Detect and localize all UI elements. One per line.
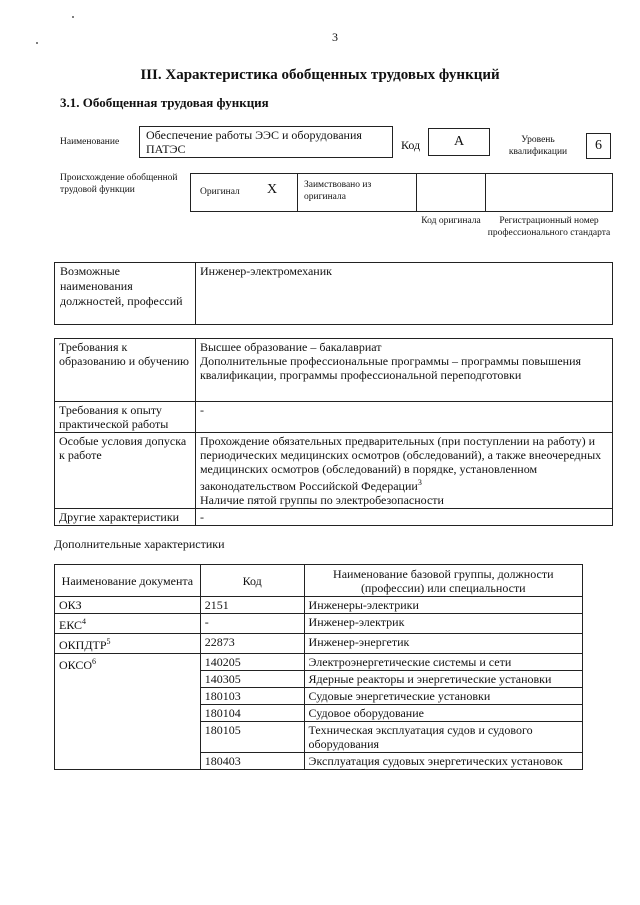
original-label: Оригинал: [200, 187, 240, 197]
requirement-line: Прохождение обязательных предварительных (при поступлении на работу) и периодических медицинских осмотров (обследований), а также внеочередных медицинских осмотров (обследований) в порядке, установленном законодательством Российской Федерации$^3$: [199, 434, 602, 493]
code-cell: 22873: [200, 634, 304, 654]
requirement-label: Особые условия допуска к работе: [55, 433, 196, 509]
original-mark: X: [267, 182, 278, 197]
requirement-value: [195, 433, 612, 509]
requirements-table: [54, 338, 613, 526]
table-row: [55, 339, 613, 402]
table-row: [55, 509, 613, 526]
footnote-ref: 5: [106, 637, 111, 646]
table-row: [55, 634, 583, 654]
code-cell: 180103: [200, 688, 304, 705]
footnote-ref: 4: [82, 617, 87, 626]
requirement-label: Требования к опыту практической работы: [55, 402, 196, 433]
name-cell: Электроэнергетические системы и сети: [304, 654, 582, 671]
requirement-line: Высшее образование – бакалавриат: [199, 340, 382, 354]
code-cell: -: [200, 614, 304, 634]
table-row: [55, 433, 613, 509]
reg-number-label: Регистрационный номер профессионального стандарта: [487, 216, 611, 238]
requirement-value: [195, 339, 612, 402]
footnote-ref: 6: [92, 657, 97, 666]
column-header: Наименование базовой группы, должности (профессии) или специальности: [304, 565, 582, 597]
requirement-value: -: [195, 509, 612, 526]
name-cell: Инженеры-электрики: [304, 597, 582, 614]
name-value: Обеспечение работы ЭЭС и оборудования ПАТЭС: [146, 128, 362, 156]
requirement-value: -: [195, 402, 612, 433]
code-cell: 180105: [200, 722, 304, 753]
table-header-row: [55, 565, 583, 597]
table-row: [55, 402, 613, 433]
name-label: Наименование: [60, 137, 120, 147]
code-label: Код: [401, 138, 421, 152]
name-cell: Инженер-электрик: [304, 614, 582, 634]
level-label: Уровень квалификации: [508, 135, 568, 157]
doc-cell: ОКСО$^6$: [55, 654, 201, 770]
requirement-label: Требования к образованию и обучению: [55, 339, 196, 402]
name-cell: Судовые энергетические установки: [304, 688, 582, 705]
code-cell: 180403: [200, 753, 304, 770]
additional-title: Дополнительные характеристики: [54, 537, 225, 551]
code-value: A: [453, 134, 465, 149]
page-number: 3: [332, 30, 338, 44]
requirement-label: Другие характеристики: [55, 509, 196, 526]
code-cell: 2151: [200, 597, 304, 614]
subsection-title: 3.1. Обобщенная трудовая функция: [60, 95, 269, 110]
column-header: Код: [200, 565, 304, 597]
name-cell: Судовое оборудование: [304, 705, 582, 722]
name-cell: Эксплуатация судовых энергетических установок: [304, 753, 582, 770]
column-header: Наименование документа: [55, 565, 201, 597]
table-row: [55, 614, 583, 634]
table-row: [55, 654, 583, 671]
table-row: [55, 597, 583, 614]
name-value-box: [139, 126, 393, 158]
name-cell: Техническая эксплуатация судов и судового оборудования: [304, 722, 582, 753]
requirement-line: Дополнительные профессиональные программы – программы повышения квалификации, программы профессиональной переподготовки: [199, 354, 582, 382]
code-cell: 180104: [200, 705, 304, 722]
code-original-label: Код оригинала: [421, 216, 481, 226]
footnote-ref: 3: [417, 478, 422, 487]
positions-value: Инженер-электромеханик: [200, 264, 332, 278]
name-cell: Ядерные реакторы и энергетические установки: [304, 671, 582, 688]
doc-cell: ОКЗ: [55, 597, 201, 614]
additional-table: [54, 564, 583, 770]
doc-cell: ЕКС$^4$: [55, 614, 201, 634]
level-value: 6: [595, 138, 602, 153]
requirement-line: Наличие пятой группы по электробезопасности: [199, 493, 444, 507]
positions-label: Возможные наименования должностей, профессий: [60, 264, 183, 308]
doc-cell: ОКПДТР$^5$: [55, 634, 201, 654]
section-title: III. Характеристика обобщенных трудовых функций: [140, 67, 500, 83]
code-value-box: [428, 128, 490, 156]
code-cell: 140305: [200, 671, 304, 688]
code-cell: 140205: [200, 654, 304, 671]
borrowed-label: Заимствовано из оригинала: [304, 180, 372, 202]
origin-label: Происхождение обобщенной трудовой функции: [60, 173, 178, 195]
level-value-box: [586, 133, 611, 159]
name-cell: Инженер-энергетик: [304, 634, 582, 654]
